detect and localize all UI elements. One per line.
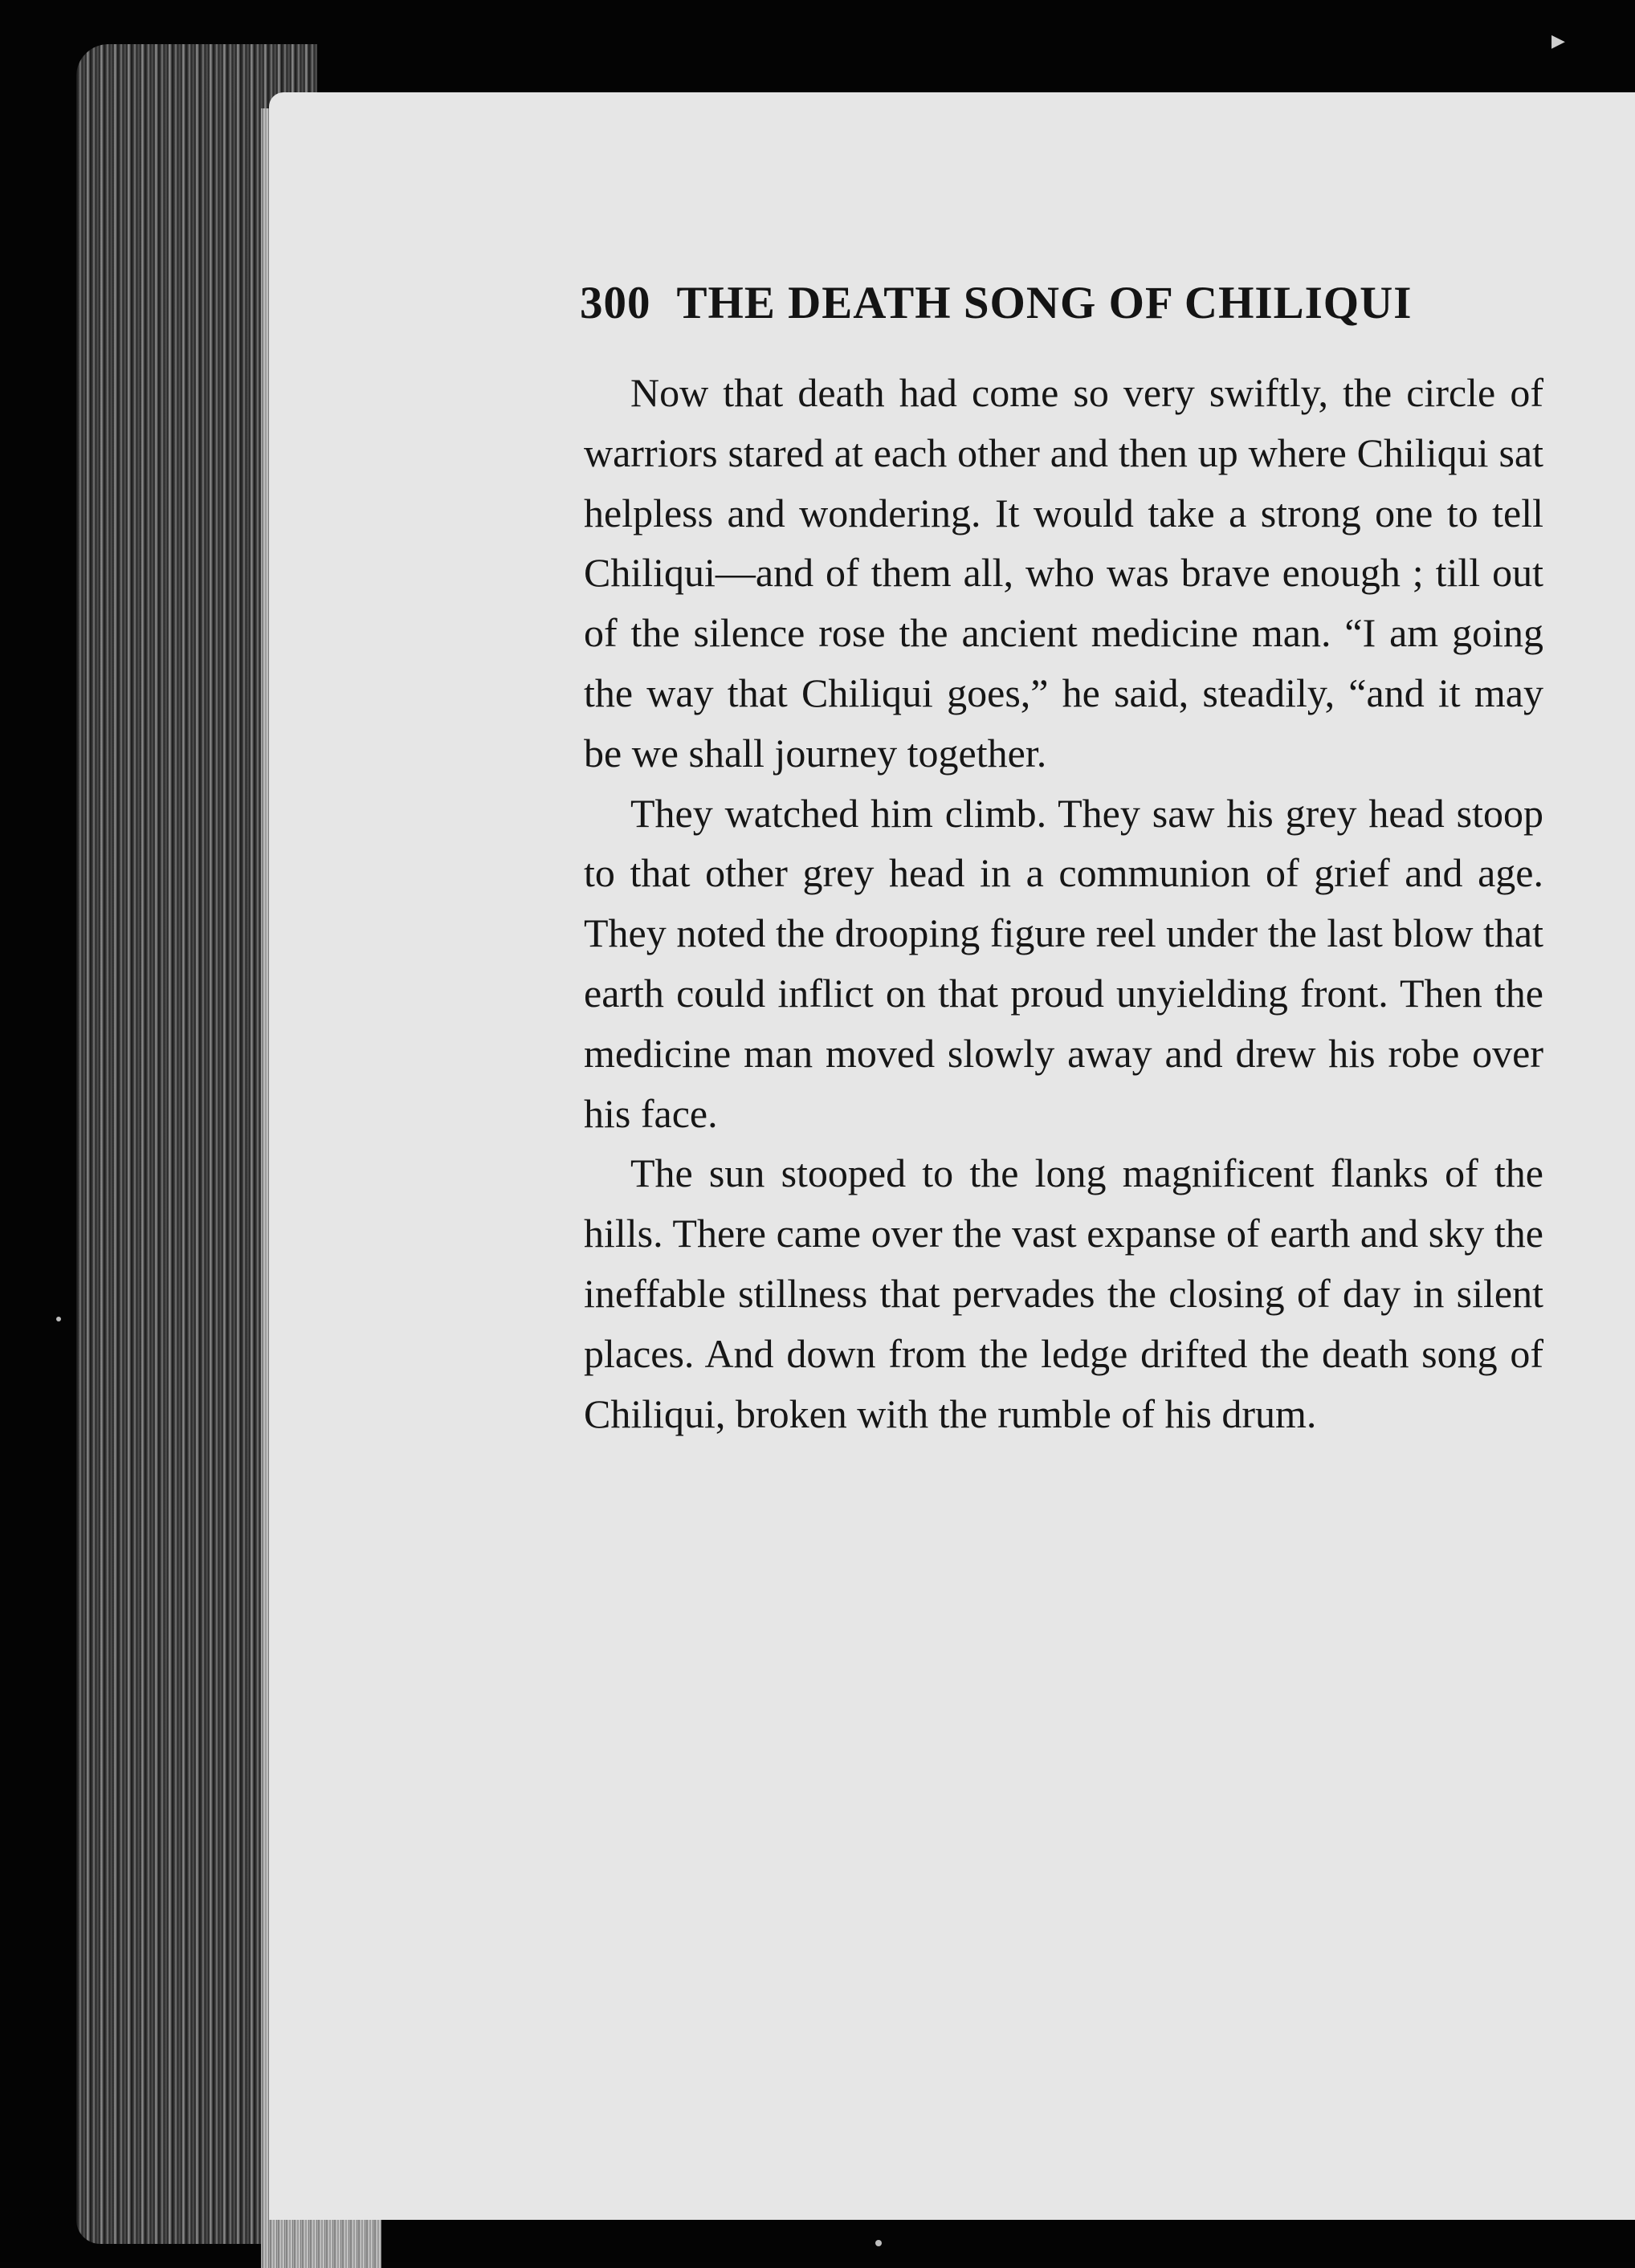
body-text <box>584 363 1543 1443</box>
paragraph: They watched him climb. They saw his grey head stoop to that other grey head in a communion of grief and age. They noted the drooping figure reel under the last blow that earth could inflict on that proud unyielding front. Then the medicine man moved slowly away and drew his robe over his face. <box>584 790 1543 1136</box>
dust-speck <box>56 1317 61 1321</box>
dust-speck <box>875 2240 882 2246</box>
chapter-title: THE DEATH SONG OF CHILIQUI <box>676 278 1413 328</box>
scan-corner-marker-icon: ▶ <box>1551 31 1565 51</box>
paragraph: The sun stooped to the long magnificent flanks of the hills. There came over the vast expanse of earth and sky the ineffable stillness that pervades the closing of day in silent places. And down from the ledge drifted the death song of Chiliqui, broken with the rumble of his drum. <box>584 1150 1543 1436</box>
running-head <box>580 277 1543 329</box>
paragraph: Now that death had come so very swiftly, the circle of warriors stared at each other and then up where Chiliqui sat helpless and wondering. It would take a strong one to tell Chiliqui—and of them all, who was brave enough ; till out of the silence rose the ancient medicine man. “I am going the way that Chiliqui goes,” he said, steadily, “and it may be we shall journey together. <box>584 370 1543 776</box>
page-number: 300 <box>580 278 651 328</box>
